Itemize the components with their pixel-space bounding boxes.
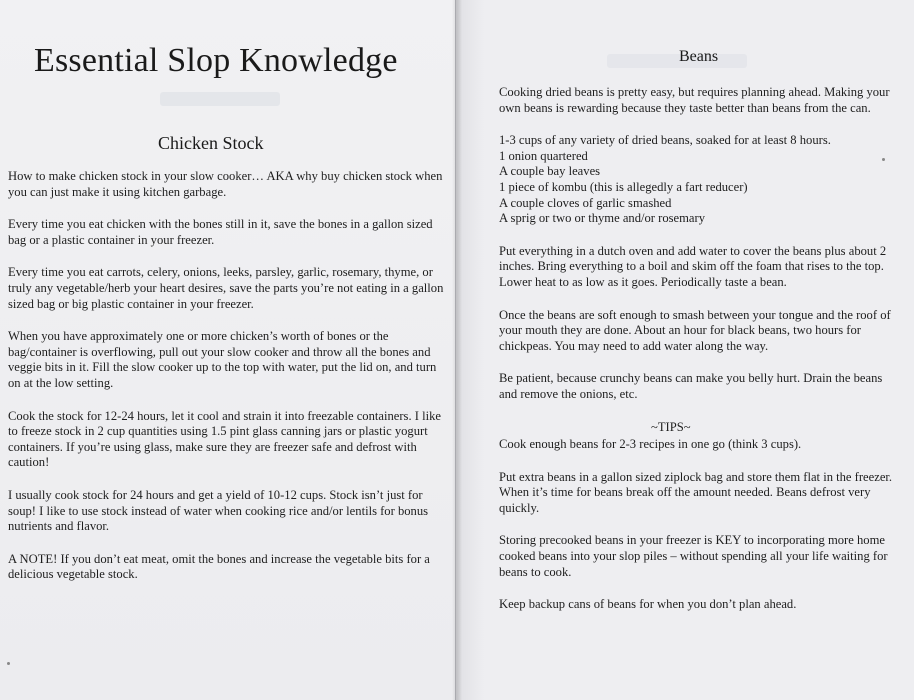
ingredient-item: 1-3 cups of any variety of dried beans, soaked for at least 8 hours. <box>499 133 831 148</box>
tips-heading: ~TIPS~ <box>651 419 691 434</box>
tip-paragraph: Put extra beans in a gallon sized ziplock bag and store them flat in the freezer. When it’s time for beans break off the amount needed. Beans defrost very quickly. <box>499 469 893 515</box>
ingredient-item: 1 onion quartered <box>499 148 588 163</box>
book-title: Essential Slop Knowledge <box>34 42 398 79</box>
step-paragraph: Put everything in a dutch oven and add water to cover the beans plus about 2 inches. Bring everything to a boil and skim off the foam that rises to the top. Lower heat to as low as it goes. Periodically taste a bean. <box>499 243 887 289</box>
paragraph: Every time you eat chicken with the bones still in it, save the bones in a gallon sized bag or a plastic container in your freezer. <box>8 217 433 247</box>
ingredient-item: A sprig or two or thyme and/or rosemary <box>499 211 706 226</box>
paragraph: Cook the stock for 12-24 hours, let it cool and strain it into freezable containers. I like to freeze stock in 2 cup quantities using 1.5 pint glass canning jars or plastic yogurt containers. If you’re using glass, make sure they are freezer safe and defrost with caution! <box>8 408 441 470</box>
intro-paragraph: Cooking dried beans is pretty easy, but requires planning ahead. Making your own beans is rewarding because they taste better than beans from the can. <box>499 85 890 115</box>
right-page <box>457 0 914 700</box>
page-speck <box>882 158 885 161</box>
ingredient-item: A couple bay leaves <box>499 164 601 179</box>
bleed-through-smudge <box>607 54 747 68</box>
step-paragraph: Once the beans are soft enough to smash between your tongue and the roof of your mouth they are done. About an hour for black beans, two hours for chickpeas. You may need to add water along the way. <box>499 307 891 353</box>
left-page <box>0 0 456 700</box>
section-title-chicken-stock: Chicken Stock <box>158 133 264 153</box>
bleed-through-smudge <box>160 92 280 106</box>
paragraph: A NOTE! If you don’t eat meat, omit the bones and increase the vegetable bits for a delicious vegetable stock. <box>8 551 430 582</box>
paragraph: Every time you eat carrots, celery, onions, leeks, parsley, garlic, rosemary, thyme, or truly any vegetable/herb your heart desires, save the parts you’re not eating in a gallon sized bag or big plastic container in your freezer. <box>8 265 444 311</box>
book-gutter <box>452 0 462 700</box>
page-speck <box>7 662 10 665</box>
beans-text <box>499 85 895 613</box>
paragraph: I usually cook stock for 24 hours and get a yield of 10-12 cups. Stock isn’t just for soup! I like to use stock instead of water when cooking rice and/or lentils for bonus nutrients and flavor. <box>8 487 429 534</box>
step-paragraph: Be patient, because crunchy beans can make you belly hurt. Drain the beans and remove the onions, etc. <box>499 371 883 401</box>
ingredient-item: A couple cloves of garlic smashed <box>499 195 672 210</box>
ingredient-item: 1 piece of kombu (this is allegedly a fart reducer) <box>499 179 748 194</box>
chicken-stock-text <box>8 169 448 583</box>
tip-paragraph: Storing precooked beans in your freezer is KEY to incorporating more home cooked beans into your slop piles – without spending all your life waiting for beans to cook. <box>499 533 888 579</box>
tip-paragraph: Keep backup cans of beans for when you don’t plan ahead. <box>499 597 797 612</box>
tip-paragraph: Cook enough beans for 2-3 recipes in one go (think 3 cups). <box>499 437 802 452</box>
section-title-beans: Beans <box>679 48 719 65</box>
ingredient-list <box>499 133 895 227</box>
paragraph: How to make chicken stock in your slow cooker… AKA why buy chicken stock when you can just make it using kitchen garbage. <box>8 169 443 199</box>
paragraph: When you have approximately one or more chicken’s worth of bones or the bag/container is overflowing, pull out your slow cooker and throw all the bones and veggie bits in it. Fill the slow cooker up to the top with water, put the lid on, and turn on at the low setting. <box>8 329 437 390</box>
